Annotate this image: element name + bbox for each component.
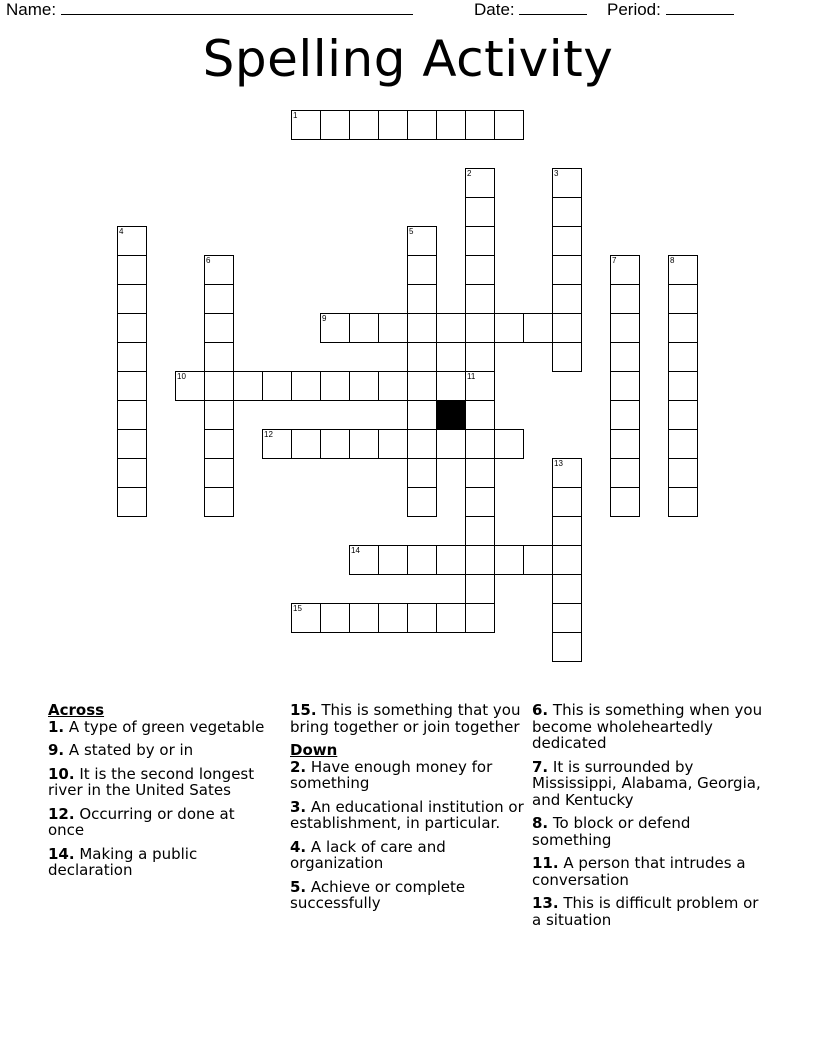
grid-cell[interactable]: [117, 226, 147, 256]
grid-cell[interactable]: [494, 313, 524, 343]
grid-cell[interactable]: [436, 545, 466, 575]
cell-number: 9: [322, 314, 327, 323]
name-label: Name:: [6, 0, 57, 19]
grid-cell[interactable]: [117, 284, 147, 314]
grid-cell[interactable]: [610, 371, 640, 401]
grid-cell[interactable]: [291, 603, 321, 633]
grid-cell[interactable]: [204, 487, 234, 517]
grid-cell[interactable]: [407, 313, 437, 343]
clue-down-2: [290, 759, 526, 792]
cell-number: 14: [351, 546, 360, 555]
grid-cell[interactable]: [349, 371, 379, 401]
grid-cell[interactable]: [233, 371, 263, 401]
grid-cell[interactable]: [204, 371, 234, 401]
grid-cell[interactable]: [610, 487, 640, 517]
grid-cell[interactable]: [407, 603, 437, 633]
grid-cell[interactable]: [668, 487, 698, 517]
clue-text: It is the second longest river in the United Sates: [48, 764, 255, 799]
grid-cell[interactable]: [552, 603, 582, 633]
across-heading: Across: [48, 701, 105, 719]
grid-cell[interactable]: [610, 342, 640, 372]
page-title: Spelling Activity: [202, 30, 614, 88]
grid-cell[interactable]: [610, 458, 640, 488]
clue-number: 3.: [290, 797, 307, 816]
cell-number: 3: [554, 169, 559, 178]
cell-number: 10: [177, 372, 186, 381]
grid-cell[interactable]: [523, 313, 553, 343]
clue-across-10: [48, 766, 274, 799]
clue-number: 12.: [48, 804, 75, 823]
grid-cell[interactable]: [204, 458, 234, 488]
clue-across-12: [48, 806, 274, 839]
grid-cell[interactable]: [407, 255, 437, 285]
clue-number: 11.: [532, 854, 559, 872]
grid-cell[interactable]: [117, 371, 147, 401]
grid-cell[interactable]: [349, 110, 379, 140]
grid-cell[interactable]: [436, 371, 466, 401]
grid-cell[interactable]: [668, 284, 698, 314]
grid-cell[interactable]: [320, 429, 350, 459]
grid-cell[interactable]: [407, 110, 437, 140]
grid-cell[interactable]: [436, 429, 466, 459]
clue-number: 14.: [48, 844, 75, 863]
grid-cell[interactable]: [262, 371, 292, 401]
grid-cell[interactable]: [407, 342, 437, 372]
grid-cell[interactable]: [320, 110, 350, 140]
grid-cell[interactable]: [349, 545, 379, 575]
clue-text: This is something when you become wholeheartedly dedicated: [532, 701, 763, 752]
cell-number: 2: [467, 169, 472, 178]
clue-text: An educational institution or establishment, in particular.: [290, 797, 524, 832]
grid-cell[interactable]: [465, 516, 495, 546]
clue-text: Occurring or done at once: [48, 804, 235, 839]
grid-cell[interactable]: [610, 284, 640, 314]
cell-number: 11: [467, 372, 476, 381]
grid-cell[interactable]: [436, 603, 466, 633]
grid-cell[interactable]: [552, 197, 582, 227]
grid-cell[interactable]: [117, 255, 147, 285]
grid-cell[interactable]: [378, 545, 408, 575]
grid-cell[interactable]: [407, 545, 437, 575]
cell-number: 6: [206, 256, 211, 265]
grid-cell[interactable]: [407, 400, 437, 430]
grid-cell[interactable]: [552, 168, 582, 198]
grid-cell[interactable]: [204, 400, 234, 430]
grid-cell[interactable]: [494, 545, 524, 575]
down-heading: Down: [290, 741, 338, 759]
grid-cell[interactable]: [668, 313, 698, 343]
grid-cell[interactable]: [204, 313, 234, 343]
clue-across-14: [48, 846, 274, 879]
grid-cell[interactable]: [668, 255, 698, 285]
clue-number: 13.: [532, 894, 559, 912]
clue-number: 1.: [48, 717, 65, 736]
grid-cell[interactable]: [610, 400, 640, 430]
grid-cell[interactable]: [610, 255, 640, 285]
grid-cell[interactable]: [552, 545, 582, 575]
clues-column-2: [290, 702, 526, 919]
grid-cell[interactable]: [465, 458, 495, 488]
grid-cell[interactable]: [291, 429, 321, 459]
grid-cell[interactable]: [465, 545, 495, 575]
grid-cell[interactable]: [668, 400, 698, 430]
grid-cell[interactable]: [378, 313, 408, 343]
grid-cell[interactable]: [465, 429, 495, 459]
grid-cell[interactable]: [378, 371, 408, 401]
clue-number: 10.: [48, 764, 75, 783]
date-label: Date:: [474, 0, 515, 19]
clue-text: Making a public declaration: [48, 844, 198, 879]
grid-cell[interactable]: [552, 342, 582, 372]
grid-cell[interactable]: [465, 110, 495, 140]
clue-text: This is difficult problem or a situation: [532, 894, 759, 929]
grid-cell[interactable]: [204, 284, 234, 314]
grid-cell[interactable]: [117, 400, 147, 430]
grid-cell[interactable]: [465, 603, 495, 633]
grid-cell[interactable]: [668, 371, 698, 401]
grid-cell[interactable]: [523, 545, 553, 575]
grid-cell[interactable]: [117, 458, 147, 488]
grid-cell[interactable]: [465, 226, 495, 256]
grid-cell[interactable]: [465, 400, 495, 430]
grid-cell[interactable]: [552, 313, 582, 343]
grid-cell[interactable]: [465, 371, 495, 401]
grid-cell[interactable]: [407, 458, 437, 488]
grid-cell[interactable]: [552, 226, 582, 256]
grid-cell[interactable]: [494, 110, 524, 140]
grid-cell[interactable]: [320, 313, 350, 343]
grid-cell[interactable]: [494, 429, 524, 459]
grid-cell[interactable]: [117, 313, 147, 343]
grid-cell[interactable]: [465, 574, 495, 604]
clue-number: 5.: [290, 877, 307, 896]
clues-column-3: [532, 702, 768, 935]
grid-cell[interactable]: [465, 487, 495, 517]
grid-cell[interactable]: [436, 313, 466, 343]
cell-number: 13: [554, 459, 563, 468]
clue-number: 7.: [532, 757, 549, 776]
clue-number: 8.: [532, 814, 549, 832]
clues-column-1: [48, 702, 274, 886]
clue-across-9: [48, 742, 274, 759]
grid-cell[interactable]: [465, 313, 495, 343]
grid-cell[interactable]: [204, 342, 234, 372]
clue-across-15: [290, 702, 526, 735]
clue-text: This is something that you bring together or join together: [290, 701, 521, 736]
clue-text: A lack of care and organization: [290, 837, 446, 872]
grid-cell[interactable]: [407, 371, 437, 401]
cell-number: 4: [119, 227, 124, 236]
grid-cell[interactable]: [349, 603, 379, 633]
grid-cell[interactable]: [465, 284, 495, 314]
grid-cell[interactable]: [552, 574, 582, 604]
clue-down-6: [532, 702, 768, 752]
grid-cell[interactable]: [552, 458, 582, 488]
cell-number: 15: [293, 604, 302, 613]
grid-cell[interactable]: [204, 255, 234, 285]
clue-down-11: [532, 855, 768, 888]
clue-text: To block or defend something: [532, 814, 691, 849]
grid-cell[interactable]: [117, 342, 147, 372]
grid-cell[interactable]: [117, 429, 147, 459]
clue-down-7: [532, 759, 768, 809]
clue-number: 4.: [290, 837, 307, 856]
grid-cell[interactable]: [117, 487, 147, 517]
grid-cell[interactable]: [668, 429, 698, 459]
grid-cell[interactable]: [407, 226, 437, 256]
grid-cell[interactable]: [552, 487, 582, 517]
grid-cell[interactable]: [262, 429, 292, 459]
grid-cell[interactable]: [378, 429, 408, 459]
grid-cell[interactable]: [465, 255, 495, 285]
grid-cell[interactable]: [378, 110, 408, 140]
clue-text: Have enough money for something: [290, 757, 493, 792]
grid-cell[interactable]: [465, 342, 495, 372]
grid-cell[interactable]: [407, 487, 437, 517]
grid-cell[interactable]: [349, 429, 379, 459]
clue-across-1: [48, 719, 274, 736]
cell-number: 12: [264, 430, 273, 439]
clue-number: 15.: [290, 701, 317, 719]
cell-number: 8: [670, 256, 675, 265]
black-square: [436, 400, 466, 430]
clue-text: A stated by or in: [64, 741, 194, 759]
clue-text: It is surrounded by Mississippi, Alabama, Georgia, and Kentucky: [532, 757, 761, 809]
clue-number: 2.: [290, 757, 307, 776]
grid-cell[interactable]: [552, 516, 582, 546]
clue-down-3: [290, 799, 526, 832]
grid-cell[interactable]: [465, 197, 495, 227]
clue-down-8: [532, 815, 768, 848]
grid-cell[interactable]: [175, 371, 205, 401]
grid-cell[interactable]: [668, 458, 698, 488]
grid-cell[interactable]: [378, 603, 408, 633]
clue-text: A person that intrudes a conversation: [532, 854, 746, 889]
clue-down-5: [290, 879, 526, 912]
grid-cell[interactable]: [552, 255, 582, 285]
clue-number: 9.: [48, 741, 65, 759]
grid-cell[interactable]: [291, 110, 321, 140]
grid-cell[interactable]: [436, 110, 466, 140]
grid-cell[interactable]: [552, 632, 582, 662]
grid-cell[interactable]: [465, 168, 495, 198]
clue-down-13: [532, 895, 768, 928]
cell-number: 5: [409, 227, 414, 236]
grid-cell[interactable]: [291, 371, 321, 401]
cell-number: 1: [293, 111, 298, 120]
grid-cell[interactable]: [407, 284, 437, 314]
grid-cell[interactable]: [610, 429, 640, 459]
grid-cell[interactable]: [320, 603, 350, 633]
clue-number: 6.: [532, 701, 549, 719]
period-label: Period:: [607, 0, 661, 19]
grid-cell[interactable]: [407, 429, 437, 459]
grid-cell[interactable]: [668, 342, 698, 372]
clue-down-4: [290, 839, 526, 872]
grid-cell[interactable]: [320, 371, 350, 401]
cell-number: 7: [612, 256, 617, 265]
clue-text: Achieve or complete successfully: [290, 877, 466, 912]
grid-cell[interactable]: [204, 429, 234, 459]
grid-cell[interactable]: [349, 313, 379, 343]
grid-cell[interactable]: [610, 313, 640, 343]
grid-cell[interactable]: [552, 284, 582, 314]
clue-text: A type of green vegetable: [64, 717, 265, 736]
